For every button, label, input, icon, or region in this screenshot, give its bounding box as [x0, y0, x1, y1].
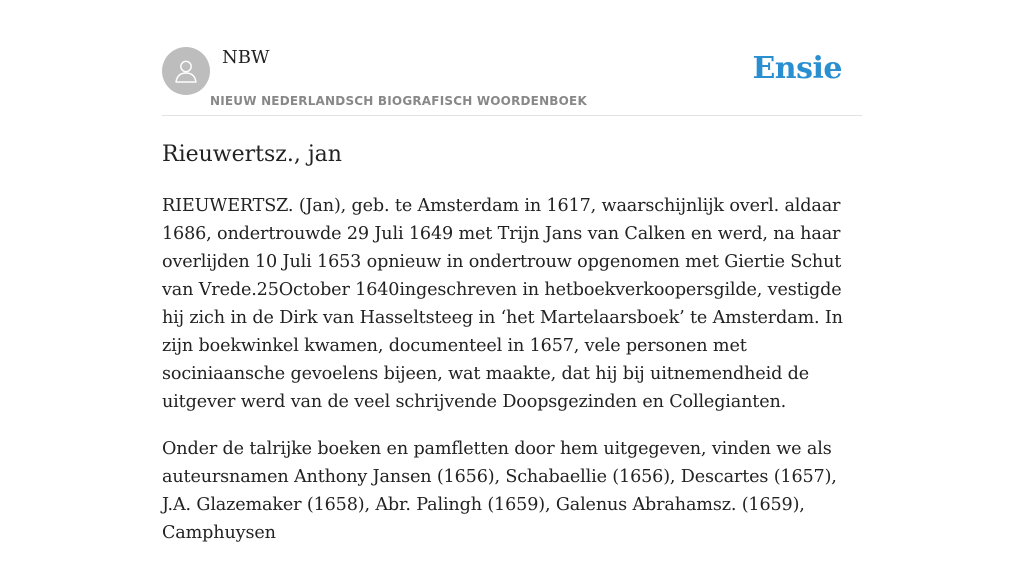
- article-page: [162, 0, 862, 543]
- article-paragraph: Onder de talrijke boeken en pamfletten door hem uitgegeven, vinden we als auteursnamen Anthony Jansen (1656), Schabaellie (1656), Descartes (1657), J.A. Glazemaker (1658), Abr. Palingh (1659), Galenus Abrahamsz. (1659), Camphuysen: [162, 439, 837, 543]
- article-title: Rieuwertsz., jan: [162, 142, 342, 167]
- author-avatar[interactable]: [162, 47, 210, 95]
- article-paragraph: RIEUWERTSZ. (Jan), geb. te Amsterdam in 1617, waarschijnlijk overl. aldaar 1686, ondertrouwde 29 Juli 1649 met Trijn Jans van Calken en werd, na haar overlijden 10 Juli 1653 opnieuw in ondertrouw opgenomen met Giertie Schut van Vrede.25October 1640ingeschreven in hetboekverkoopersgilde, vestigde hij zich in de Dirk van Hasseltsteeg in ‘het Martelaarsboek’ te Amsterdam. In zijn boekwinkel kwamen, documenteel in 1657, vele personen met sociniaansche gevoelens bijeen, wat maakte, dat hij bij uitnemendheid de uitgever werd van de veel schrijvende Doopsgezinden en Collegianten.: [162, 196, 843, 412]
- brand-logo[interactable]: Ensie: [752, 51, 842, 86]
- article-body: [162, 192, 862, 566]
- author-name[interactable]: NBW: [222, 47, 270, 68]
- article-header: [162, 0, 862, 116]
- user-icon: [171, 56, 201, 86]
- publication-name[interactable]: NIEUW NEDERLANDSCH BIOGRAFISCH WOORDENBOEK: [210, 94, 587, 108]
